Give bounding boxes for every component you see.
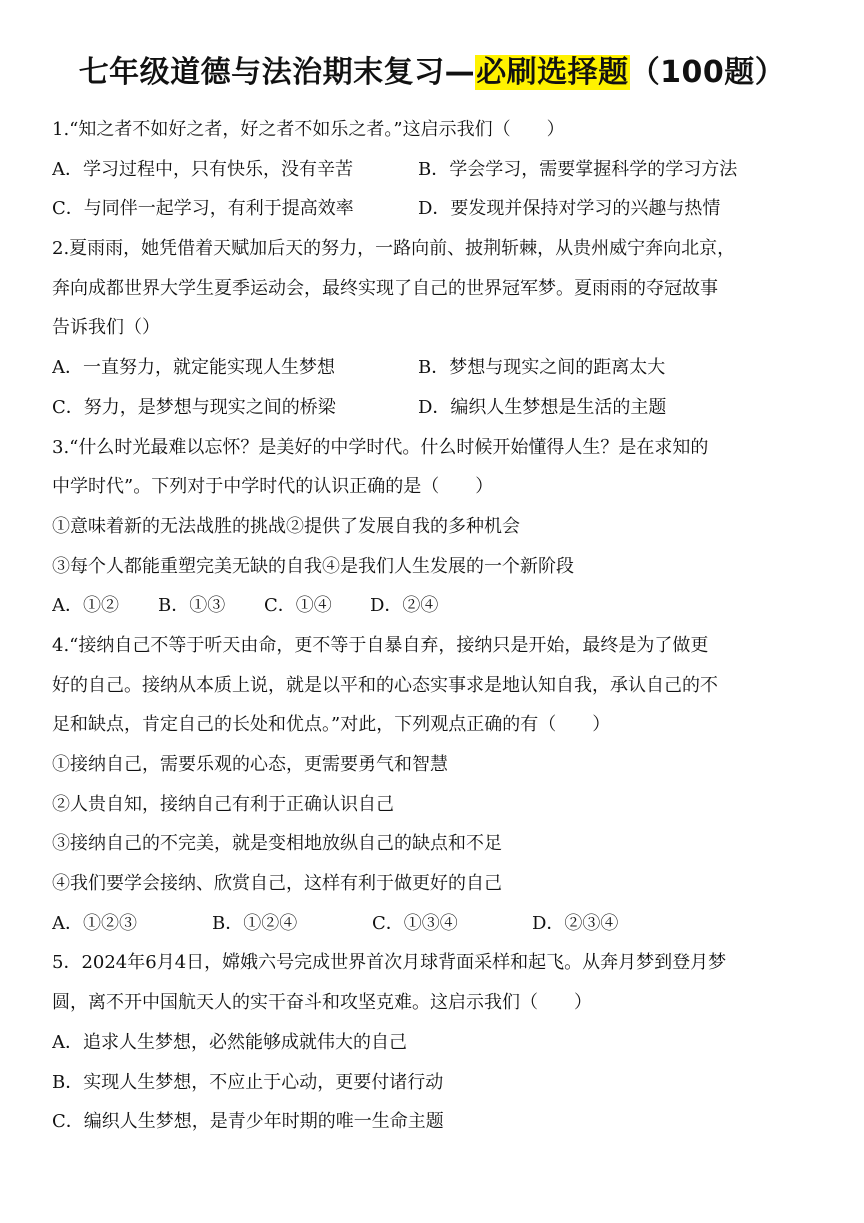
page-title <box>0 50 864 96</box>
q2-option-d: D．编织人生梦想是生活的主题 <box>418 396 667 418</box>
q2-option-c: C．努力，是梦想与现实之间的桥梁 <box>52 396 336 418</box>
q5-option-c: C．编织人生梦想，是青少年时期的唯一生命主题 <box>52 1111 444 1133</box>
q4-option-b: B．①②④ <box>212 912 298 934</box>
q4-statement-4: ④我们要学会接纳、欣赏自己，这样有利于做更好的自己 <box>52 873 502 895</box>
title-highlight: 必刷选择题 <box>476 55 629 90</box>
q5-option-b: B．实现人生梦想，不应止于心动，更要付诸行动 <box>52 1071 444 1093</box>
q1-stem: 1.“知之者不如好之者，好之者不如乐之者。”这启示我们（ ） <box>52 119 565 140</box>
question-list <box>52 110 828 1142</box>
q3-stem-line-1: 3.“什么时光最难以忘怀？是美好的中学时代。什么时候开始懂得人生？是在求知的 <box>52 436 709 458</box>
q3-option-d: D．②④ <box>370 595 439 617</box>
q1-option-c: C．与同伴一起学习，有利于提高效率 <box>52 198 354 220</box>
q2-options-row-1 <box>52 348 828 388</box>
q5-option-a: A．追求人生梦想，必然能够成就伟大的自己 <box>52 1031 407 1053</box>
title-suffix: （100题） <box>629 55 786 90</box>
q1-option-b: B．学会学习，需要掌握科学的学习方法 <box>418 158 738 180</box>
q5-stem-line-2: 圆，离不开中国航天人的实干奋斗和攻坚克难。这启示我们（ ） <box>52 992 592 1014</box>
q4-option-d: D．②③④ <box>532 912 619 934</box>
q4-options-row <box>52 904 828 944</box>
q4-option-c: C．①③④ <box>372 912 458 934</box>
q2-option-b: B．梦想与现实之间的距离太大 <box>418 357 666 379</box>
q1-option-d: D．要发现并保持对学习的兴趣与热情 <box>418 198 721 220</box>
q3-statement-1: ①意味着新的无法战胜的挑战②提供了发展自我的多种机会 <box>52 515 520 537</box>
q4-statement-3: ③接纳自己的不完美，就是变相地放纵自己的缺点和不足 <box>52 833 502 855</box>
q1-options-row-1 <box>52 150 828 190</box>
title-prefix: 七年级道德与法治期末复习— <box>78 55 476 90</box>
q5-stem-line-1: 5．2024年6月4日，嫦娥六号完成世界首次月球背面采样和起飞。从奔月梦到登月梦 <box>52 952 727 974</box>
q2-option-a: A．一直努力，就定能实现人生梦想 <box>52 357 335 379</box>
q2-stem-line-3: 告诉我们（） <box>52 317 160 339</box>
q3-option-a: A．①② <box>52 595 119 617</box>
q3-option-b: B．①③ <box>158 595 226 617</box>
q2-options-row-2 <box>52 388 828 428</box>
q4-stem-line-1: 4.“接纳自己不等于听天由命，更不等于自暴自弃，接纳只是开始，最终是为了做更 <box>52 634 709 656</box>
q3-options-row <box>52 586 828 626</box>
q1-option-a: A．学习过程中，只有快乐，没有辛苦 <box>52 158 353 180</box>
q4-stem-line-2: 好的自己。接纳从本质上说，就是以平和的心态实事求是地认知自我，承认自己的不 <box>52 674 718 696</box>
q4-stem-line-3: 足和缺点，肯定自己的长处和优点。”对此，下列观点正确的有（ ） <box>52 714 611 736</box>
q3-stem-line-2: 中学时代”。下列对于中学时代的认识正确的是（ ） <box>52 476 494 498</box>
q4-statement-1: ①接纳自己，需要乐观的心态，更需要勇气和智慧 <box>52 754 448 775</box>
q4-option-a: A．①②③ <box>52 912 137 934</box>
q1-options-row-2 <box>52 189 828 229</box>
q2-stem-line-1: 2.夏雨雨，她凭借着天赋加后天的努力，一路向前、披荆斩棘，从贵州威宁奔向北京， <box>52 238 736 260</box>
q4-statement-2: ②人贵自知，接纳自己有利于正确认识自己 <box>52 793 394 815</box>
q3-option-c: C．①④ <box>264 595 332 617</box>
q3-statement-2: ③每个人都能重塑完美无缺的自我④是我们人生发展的一个新阶段 <box>52 555 574 577</box>
q2-stem-line-2: 奔向成都世界大学生夏季运动会，最终实现了自己的世界冠军梦。夏雨雨的夺冠故事 <box>52 277 718 299</box>
